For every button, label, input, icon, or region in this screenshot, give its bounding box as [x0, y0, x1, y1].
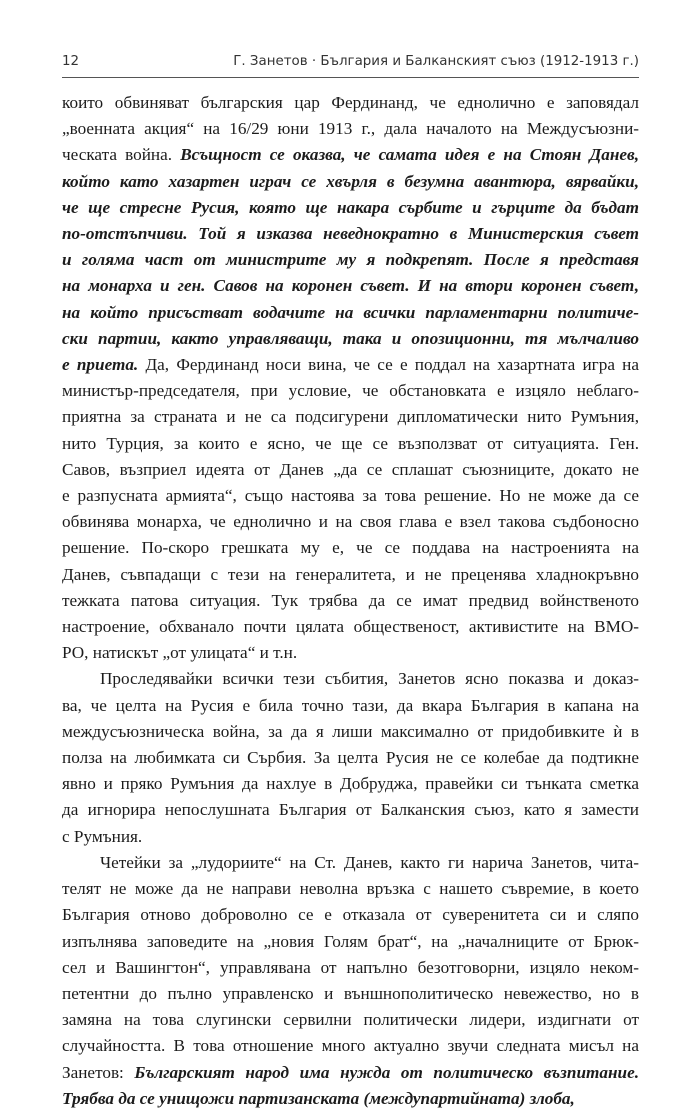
emphasis-text: Трябва да се унищожи партизанската (междупартийната) злоба,: [62, 1088, 575, 1108]
text-segment: да игнорира непослушната България от Балканския съюз, като я замести: [62, 800, 639, 820]
text-line: [62, 824, 639, 850]
emphasis-text: по-отстъпчиви. Той я изказва неведнократно в Министерския съвет: [62, 224, 639, 244]
text-segment: министър-председателя, при условие, че обстановката е изцяло неблаго-: [62, 381, 639, 401]
text-line: [62, 142, 639, 168]
paragraph: [62, 90, 639, 666]
emphasis-text: Всъщност се оказва, че самата идея е на Стоян Данев,: [180, 145, 639, 165]
text-segment: явно и пряко Румъния да нахлуе в Добруджа, правейки си тънката сметка: [62, 774, 639, 794]
emphasis-text: че ще стресне Русия, която ще накара сърбите и гърците да бъдат: [62, 197, 639, 217]
text-line: [62, 640, 639, 666]
text-segment: обвинява монарха, че еднолично и на своя глава е взел такова съдбоносно: [62, 512, 639, 532]
text-line: [62, 169, 639, 195]
text-line: [62, 195, 639, 221]
text-line: [62, 352, 639, 378]
text-segment: замяна на това слугински сервилни политически лидери, издигнати от: [62, 1010, 639, 1030]
text-line: [62, 588, 639, 614]
body-text: [62, 90, 639, 1112]
text-line: [62, 693, 639, 719]
emphasis-text: е приета.: [62, 355, 139, 375]
text-line: [62, 902, 639, 928]
text-segment: Проследявайки всички тези събития, Занетов ясно показва и доказ-: [100, 669, 639, 689]
text-segment: приятна за страната и не са подсигурени дипломатически нито Румъния,: [62, 407, 639, 427]
text-line: [62, 1007, 639, 1033]
text-line: [62, 876, 639, 902]
text-line: [62, 221, 639, 247]
text-segment: изпълнява заповедите на „новия Голям брат“, на „началниците от Брюк-: [62, 931, 639, 951]
text-line: [62, 300, 639, 326]
text-line: [62, 116, 639, 142]
text-segment: нито Турция, за които е ясно, че ще се възползват от ситуацията. Ген.: [62, 433, 639, 453]
text-segment: тежката патова ситуация. Тук трябва да се имат предвид войнственото: [62, 590, 639, 610]
text-segment: Четейки за „лудориите“ на Ст. Данев, както ги нарича Занетов, чита-: [100, 852, 639, 872]
text-line: [62, 771, 639, 797]
text-segment: телят не може да не направи неволна връзка с нашето съвремие, в което: [62, 879, 639, 899]
text-line: [62, 1033, 639, 1059]
running-head: Г. Занетов · България и Балканският съюз (1912-1913 г.): [233, 54, 639, 69]
text-line: [62, 1086, 639, 1112]
text-segment: междусъюзническа война, за да я лиши максимално от придобивките ѝ в: [62, 721, 639, 741]
text-segment: „военната акция“ на 16/29 юни 1913 г., дала началото на Междусъюзни-: [62, 119, 639, 139]
emphasis-text: ски партии, както управляващи, така и опозиционни, тя мълчаливо: [62, 328, 639, 348]
text-segment: решение. По-скоро грешката му е, че се поддава на настроенията на: [62, 538, 639, 558]
text-segment: сел и Вашингтон“, управлявана от напълно безотговорни, изцяло неком-: [62, 957, 639, 977]
text-line: [62, 929, 639, 955]
text-line: [62, 797, 639, 823]
paragraph: [62, 850, 639, 1112]
text-line: [62, 457, 639, 483]
text-line: [62, 509, 639, 535]
text-line: [62, 404, 639, 430]
text-line: [62, 614, 639, 640]
text-segment: Данев, съвпадащи с тези на генералитета, и не преценява хладнокръвно: [62, 564, 639, 584]
emphasis-text: Българският народ има нужда от политическо възпитание.: [134, 1062, 639, 1082]
text-segment: настроение, обхванало почти цялата общественост, активистите на ВМО-: [62, 617, 639, 637]
text-segment: случайността. В това отношение много актуално звучи следната мисъл на: [62, 1036, 639, 1056]
text-line: [62, 431, 639, 457]
text-line: [62, 535, 639, 561]
text-line: [62, 981, 639, 1007]
text-line: [62, 666, 639, 692]
text-line: [62, 326, 639, 352]
text-line: [62, 745, 639, 771]
text-segment: е разпусната армията“, също настоява за това решение. Но не може да се: [62, 486, 639, 506]
text-line: [62, 483, 639, 509]
text-segment: РО, натискът „от улицата“ и т.н.: [62, 643, 298, 663]
text-segment: България отново доброволно се е отказала от суверенитета си и сляпо: [62, 905, 639, 925]
text-line: [62, 850, 639, 876]
text-line: [62, 273, 639, 299]
text-segment: петентни до пълно управленско и външнополитическо невежество, но в: [62, 983, 639, 1003]
emphasis-text: на който присъстват водачите на всички парламентарни политиче-: [62, 302, 639, 322]
text-segment: ва, че целта на Русия е била точно тази, да вкара България в капана на: [62, 695, 639, 715]
text-segment: ческата война.: [62, 145, 181, 165]
page-header: [62, 54, 639, 76]
text-line: [62, 719, 639, 745]
text-line: [62, 378, 639, 404]
text-line: [62, 562, 639, 588]
text-segment: с Румъния.: [62, 826, 143, 846]
header-rule: [62, 77, 639, 78]
paragraph: [62, 666, 639, 849]
text-line: [62, 1060, 639, 1086]
page-number: 12: [62, 54, 80, 69]
text-segment: Да, Фердинанд носи вина, че се е поддал на хазартната игра на: [138, 355, 639, 375]
text-line: [62, 247, 639, 273]
text-line: [62, 955, 639, 981]
text-segment: полза на любимката си Сърбия. За целта Русия не се колебае да подтикне: [62, 748, 639, 768]
emphasis-text: който като хазартен играч се хвърля в безумна авантюра, вярвайки,: [62, 171, 639, 191]
text-line: [62, 90, 639, 116]
emphasis-text: и голяма част от министрите му я подкрепят. После я представя: [62, 250, 639, 270]
text-segment: Савов, възприел идеята от Данев „да се сплашат съюзниците, докато не: [62, 459, 639, 479]
text-segment: Занетов:: [62, 1062, 135, 1082]
text-segment: които обвиняват българския цар Фердинанд, че еднолично е заповядал: [62, 93, 639, 112]
emphasis-text: на монарха и ген. Савов на коронен съвет. И на втори коронен съвет,: [62, 276, 639, 296]
